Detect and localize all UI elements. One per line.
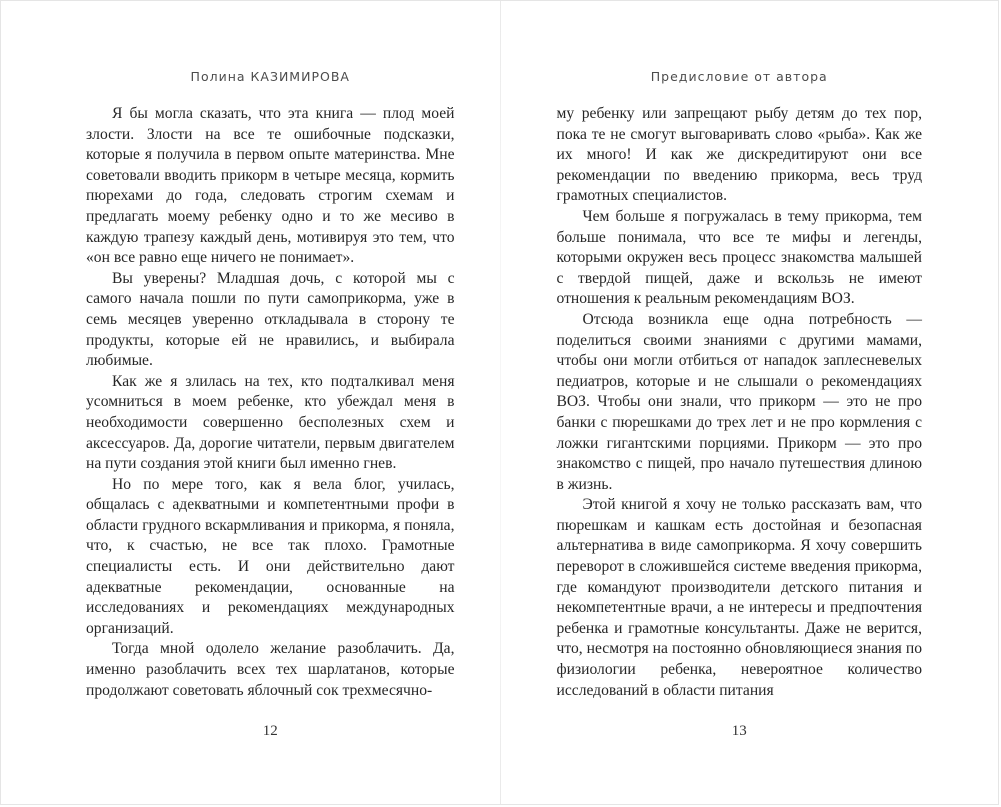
page-left-text <box>86 104 455 701</box>
paragraph: Как же я злилась на тех, кто подталкивал меня усомниться в моем ребенке, кто убеждал меня в необходимости совершенно бесполезных схем и аксессуаров. Да, дорогие читатели, первым двигателем на пути создания этой книги был именно гнев. <box>86 372 455 473</box>
paragraph: Тогда мной одолело желание разоблачить. Да, именно разоблачить всех тех шарлатанов, которые продолжают советовать яблочный сок трехмесячно- <box>86 640 455 699</box>
running-head-author: Полина КАЗИМИРОВА <box>190 69 350 84</box>
page-right <box>500 1 999 804</box>
paragraph: му ребенку или запрещают рыбу детям до тех пор, пока те не смогут выговаривать слово «рыба». Как же их много! И как же дискредитируют они все рекомендации по введению прикорма, весь труд грамотных специалистов. <box>556 105 922 205</box>
page-left <box>1 1 500 804</box>
paragraph: Но по мере того, как я вела блог, училась, общалась с адекватными и компетентными профи в области грудного вскармливания и прикорма, я поняла, что, к счастью, не все так плохо. Грамотные специалисты есть. И они действительно дают адекватные рекомендации, основанные на исследованиях и рекомендациях международных организаций. <box>86 475 455 637</box>
page-left-content <box>86 1 455 804</box>
page-right-text <box>557 104 923 701</box>
paragraph: Этой книгой я хочу не только рассказать вам, что пюрешкам и кашкам есть достойная и безопасная альтернатива в виде самоприкорма. Я хочу совершить переворот в сложившейся системе введения прикорма, где командуют производители детского питания и некомпетентные врачи, а не интересы и предпочтения ребенка и грамотные консультанты. Даже не верится, что, несмотря на постоянно обновляющиеся знания по физиологии ребенка, невероятное количество исследований в области питания <box>556 496 922 699</box>
paragraph: Вы уверены? Младшая дочь, с которой мы с самого начала пошли по пути самоприкорма, уже в семь месяцев уверенно откладывала в сторону те продукты, которые ей не нравились, и выбирала любимые. <box>86 269 455 370</box>
running-head-chapter: Предисловие от автора <box>650 69 828 84</box>
paragraph: Чем больше я погружалась в тему прикорма, тем больше понимала, что все те мифы и легенды, которыми окружен весь процесс знакомства малышей с твердой пищей, даже и вскользь не имеют отношения к реальным рекомендациям ВОЗ. <box>556 207 922 308</box>
page-number-right: 13 <box>731 723 747 739</box>
paragraph: Я бы могла сказать, что эта книга — плод моей злости. Злости на все те ошибочные подсказки, которые я получила в первом опыте материнства. Мне советовали вводить прикорм в четыре месяца, кормить пюрехами до года, следовать строгим схемам и предлагать моему ребенку одно и то же месиво в каждую трапезу каждый день, мотивируя это тем, что «он все равно еще ничего не понимает». <box>86 105 455 267</box>
page-right-content <box>557 1 923 804</box>
paragraph: Отсюда возникла еще одна потребность — поделиться своими знаниями с другими мамами, чтобы они могли отбиться от нападок заплесневелых педиатров, которые и не слышали о рекомендациях ВОЗ. Чтобы они знали, что прикорм — это не про банки с пюрешками до трех лет и не про кормления с ложки гигантскими порциями. Прикорм — это про знакомство с пищей, про начало путешествия длиною в жизнь. <box>556 310 922 493</box>
page-number-left: 12 <box>262 723 278 739</box>
